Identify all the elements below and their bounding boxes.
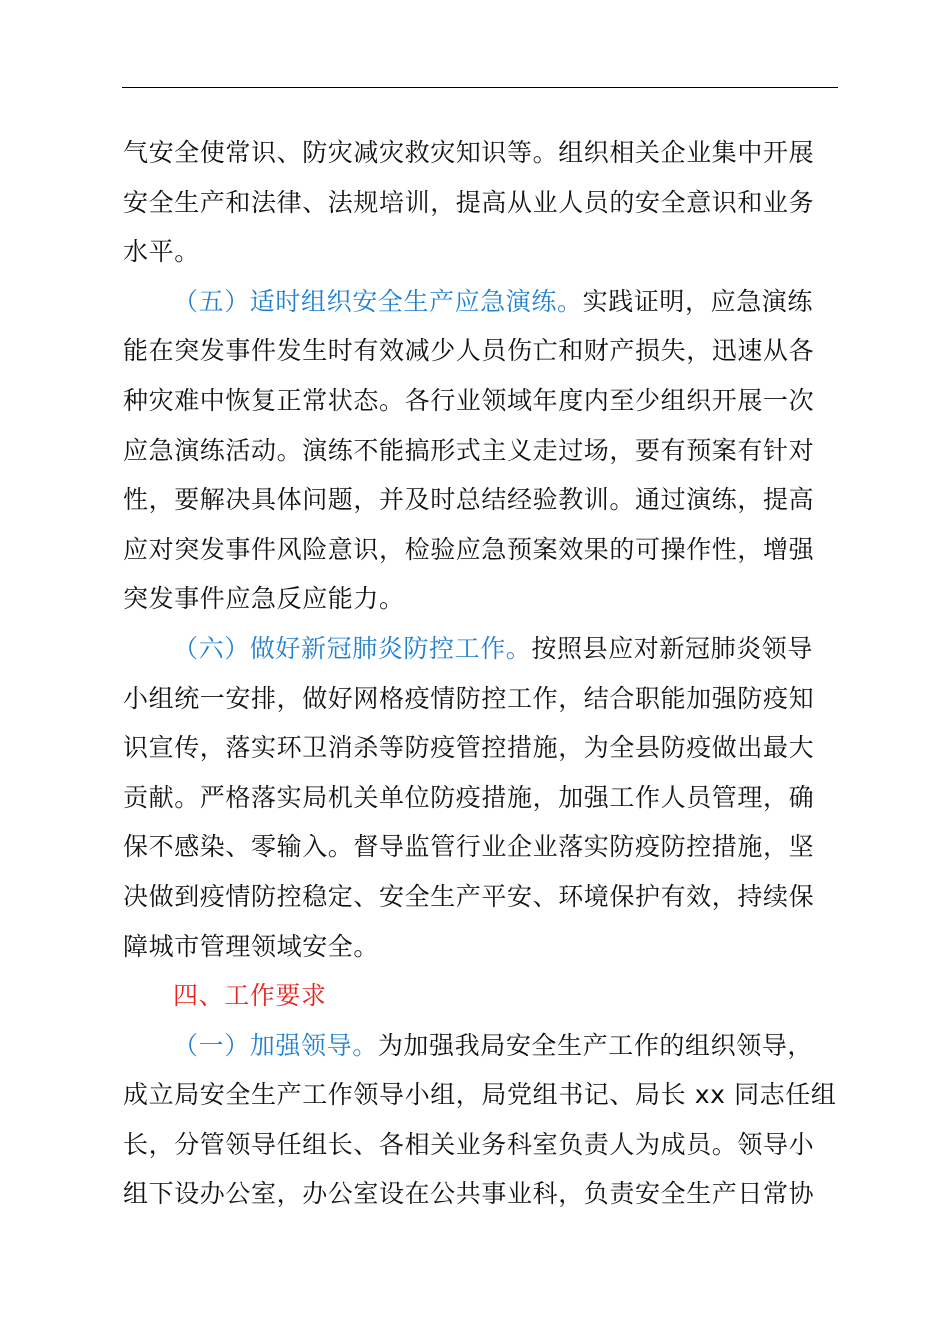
body-line: 种灾难中恢复正常状态。各行业领域年度内至少组织开展一次	[123, 385, 815, 415]
body-line: 性，要解决具体问题，并及时总结经验教训。通过演练，提高	[123, 485, 815, 515]
paragraph-start-line: （一）加强领导。为加强我局安全生产工作的组织领导，	[173, 1030, 814, 1060]
subsection-heading-6: （六）做好新冠肺炎防控工作。	[173, 633, 532, 663]
body-line: 保不感染、零输入。督导监管行业企业落实防疫防控措施，坚	[123, 832, 815, 862]
section-heading-line	[123, 971, 839, 1021]
header-rule	[122, 87, 838, 88]
body-line: 成立局安全生产工作领导小组，局党组书记、局长 xx 同志任组	[123, 1080, 837, 1110]
paragraph-start-line: （五）适时组织安全生产应急演练。实践证明，应急演练	[173, 286, 814, 316]
body-line: 水平。	[123, 237, 200, 267]
body-line: 贡献。严格落实局机关单位防疫措施，加强工作人员管理，确	[123, 782, 815, 812]
body-line: 突发事件应急反应能力。	[123, 584, 405, 614]
subsection-heading-5: （五）适时组织安全生产应急演练。	[173, 286, 583, 316]
body-line: 能在突发事件发生时有效减少人员伤亡和财产损失，迅速从各	[123, 336, 815, 366]
body-line: 安全生产和法律、法规培训，提高从业人员的安全意识和业务	[123, 187, 815, 217]
body-line: 组下设办公室，办公室设在公共事业科，负责安全生产日常协	[123, 1179, 815, 1209]
document-body	[123, 128, 839, 1219]
body-line: 决做到疫情防控稳定、安全生产平安、环境保护有效，持续保	[123, 881, 815, 911]
body-line: 应急演练活动。演练不能搞形式主义走过场，要有预案有针对	[123, 435, 815, 465]
body-line: 应对突发事件风险意识，检验应急预案效果的可操作性，增强	[123, 534, 815, 564]
subsection-heading-1: （一）加强领导。	[173, 1030, 378, 1060]
section-heading-4: 四、工作要求	[173, 981, 327, 1011]
paragraph-start-line: （六）做好新冠肺炎防控工作。按照县应对新冠肺炎领导	[173, 633, 814, 663]
body-line: 障城市管理领域安全。	[123, 931, 380, 961]
body-line: 识宣传，落实环卫消杀等防疫管控措施，为全县防疫做出最大	[123, 733, 815, 763]
body-line: 气安全使常识、防灾减灾救灾知识等。组织相关企业集中开展	[123, 138, 815, 167]
body-line: 小组统一安排，做好网格疫情防控工作，结合职能加强防疫知	[123, 683, 815, 713]
body-line: 长，分管领导任组长、各相关业务科室负责人为成员。领导小	[123, 1129, 815, 1159]
